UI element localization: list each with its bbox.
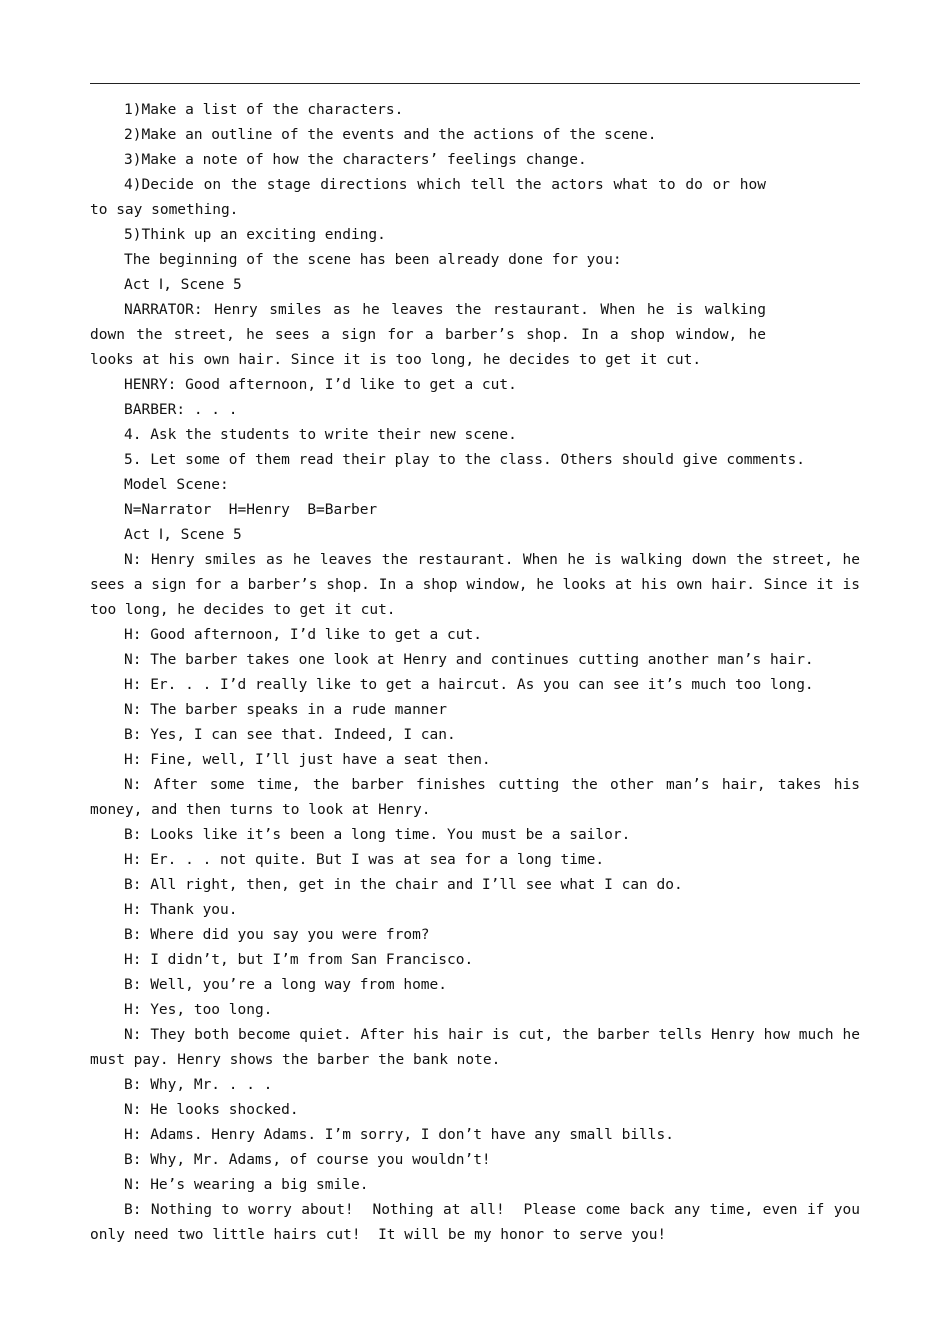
- dialogue-line: N: After some time, the barber finishes cutting the other man’s hair, takes his money, and then turns to look at Henry.: [90, 777, 869, 818]
- dialogue-line: H: Fine, well, I’ll just have a seat then.: [124, 752, 491, 768]
- dialogue-line: H: Good afternoon, I’d like to get a cut.: [124, 627, 482, 643]
- dialogue-line: H: Er. . . I’d really like to get a haircut. As you can see it’s much too long.: [124, 677, 814, 693]
- barber-line: BARBER: . . .: [124, 402, 238, 418]
- instruction-step-2: 2)Make an outline of the events and the actions of the scene.: [124, 127, 657, 143]
- dialogue-line: H: Adams. Henry Adams. I’m sorry, I don’t have any small bills.: [124, 1127, 674, 1143]
- narrator-paragraph: NARRATOR: Henry smiles as he leaves the restaurant. When he is walking down the street, he sees a sign for a barber’s shop. In a shop window, he looks at his own hair. Since it is too long, he decides to get it cut.: [90, 302, 775, 368]
- dialogue-line: B: Why, Mr. Adams, of course you wouldn’t!: [124, 1152, 491, 1168]
- model-scene-heading: Model Scene:: [124, 477, 229, 493]
- dialogue-line: B: Why, Mr. . . .: [124, 1077, 273, 1093]
- dialogue-line: B: Where did you say you were from?: [124, 927, 430, 943]
- act-heading: Act Ⅰ, Scene 5: [124, 277, 242, 293]
- instruction-step-5: 5)Think up an exciting ending.: [124, 227, 386, 243]
- scene-intro-text: The beginning of the scene has been already done for you:: [124, 252, 622, 268]
- dialogue-line: B: Looks like it’s been a long time. You must be a sailor.: [124, 827, 631, 843]
- dialogue-line: N: Henry smiles as he leaves the restaurant. When he is walking down the street, he sees a sign for a barber’s shop. In a shop window, he looks at his own hair. Since it is too long, he decides to get it cut.: [90, 552, 869, 618]
- dialogue-line: B: Nothing to worry about! Nothing at all! Please come back any time, even if you only need two little hairs cut! It will be my honor to serve you!: [90, 1202, 869, 1243]
- step-5-read-play: 5. Let some of them read their play to the class. Others should give comments.: [124, 452, 805, 468]
- instruction-step-1: 1)Make a list of the characters.: [124, 102, 404, 118]
- document-body: [90, 98, 869, 1248]
- dialogue-line: N: He looks shocked.: [124, 1102, 299, 1118]
- dialogue-line: N: They both become quiet. After his hair is cut, the barber tells Henry how much he must pay. Henry shows the barber the bank note.: [90, 1027, 869, 1068]
- instruction-step-4: 4)Decide on the stage directions which tell the actors what to do or how to say something.: [90, 177, 775, 218]
- dialogue-line: B: Well, you’re a long way from home.: [124, 977, 448, 993]
- step-4-write-scene: 4. Ask the students to write their new scene.: [124, 427, 517, 443]
- dialogue-line: H: Yes, too long.: [124, 1002, 273, 1018]
- dialogue-line: H: I didn’t, but I’m from San Francisco.: [124, 952, 474, 968]
- henry-line: HENRY: Good afternoon, I’d like to get a cut.: [124, 377, 517, 393]
- header-rule: [90, 83, 860, 84]
- dialogue-line: N: The barber speaks in a rude manner: [124, 702, 448, 718]
- model-act-heading: Act Ⅰ, Scene 5: [124, 527, 242, 543]
- dialogue-line: N: The barber takes one look at Henry and continues cutting another man’s hair.: [124, 652, 814, 668]
- instruction-step-3: 3)Make a note of how the characters’ feelings change.: [124, 152, 587, 168]
- dialogue-line: B: All right, then, get in the chair and I’ll see what I can do.: [124, 877, 683, 893]
- character-key: N=Narrator H=Henry B=Barber: [124, 502, 378, 518]
- dialogue-line: H: Thank you.: [124, 902, 238, 918]
- dialogue-line: N: He’s wearing a big smile.: [124, 1177, 369, 1193]
- dialogue-line: B: Yes, I can see that. Indeed, I can.: [124, 727, 456, 743]
- dialogue-line: H: Er. . . not quite. But I was at sea for a long time.: [124, 852, 605, 868]
